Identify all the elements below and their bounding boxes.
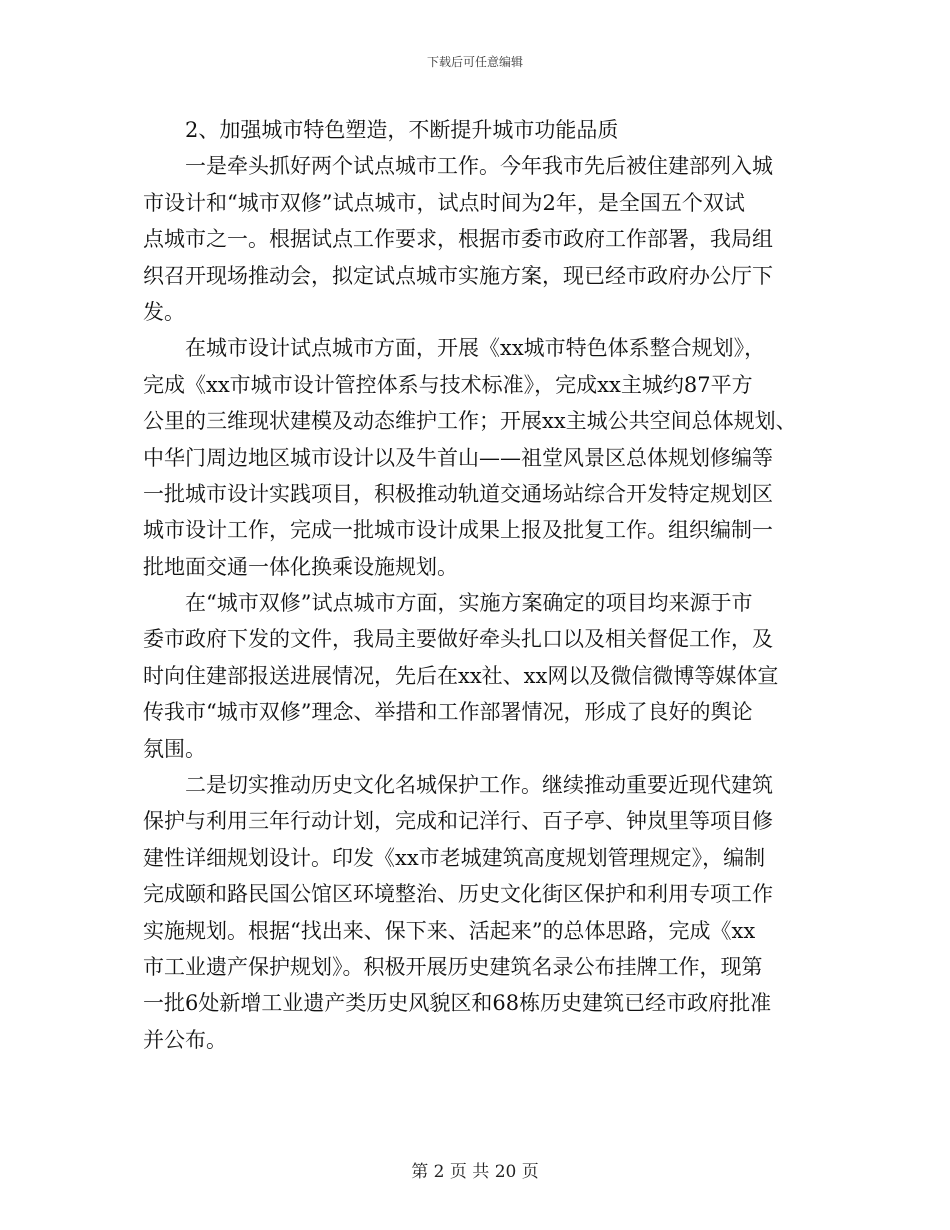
paragraph bbox=[143, 767, 813, 1058]
document-body bbox=[143, 112, 813, 1058]
text-line: 并公布。 bbox=[143, 1027, 227, 1052]
text-line: 二是切实推动历史文化名城保护工作。继续推动重要近现代建筑 bbox=[185, 773, 773, 798]
text-line: 在“城市双修”试点城市方面，实施方案确定的项目均来源于市 bbox=[185, 591, 753, 616]
text-line: 传我市“城市双修”理念、举措和工作部署情况，形成了良好的舆论 bbox=[143, 700, 753, 725]
text-line: 保护与利用三年行动计划，完成和记洋行、百子亭、钟岚里等项目修 bbox=[143, 809, 773, 834]
text-line: 2、加强城市特色塑造，不断提升城市功能品质 bbox=[185, 118, 619, 142]
paragraph bbox=[143, 585, 813, 767]
text-line: 委市政府下发的文件，我局主要做好牵头扎口以及相关督促工作，及 bbox=[143, 627, 773, 652]
text-line: 公里的三维现状建模及动态维护工作；开展xx主城公共空间总体规划、 bbox=[143, 409, 797, 434]
page-number-footer: 第 2 页 共 20 页 bbox=[411, 1162, 539, 1182]
text-line: 一批6处新增工业遗产类历史风貌区和68栋历史建筑已经市政府批准 bbox=[143, 991, 772, 1016]
text-line: 氛围。 bbox=[143, 736, 206, 761]
paragraph bbox=[143, 148, 813, 330]
text-line: 市设计和“城市双修”试点城市，试点时间为2年，是全国五个双试 bbox=[143, 190, 745, 215]
text-line: 中华门周边地区城市设计以及牛首山——祖堂风景区总体规划修编等 bbox=[143, 445, 773, 470]
text-line: 完成颐和路民国公馆区环境整治、历史文化街区保护和利用专项工作 bbox=[143, 882, 773, 907]
page-header: 下载后可任意编辑 bbox=[426, 55, 523, 69]
text-line: 城市设计工作，完成一批城市设计成果上报及批复工作。组织编制一 bbox=[143, 518, 773, 543]
text-line: 发。 bbox=[143, 299, 185, 324]
paragraph bbox=[143, 112, 813, 148]
text-line: 批地面交通一体化换乘设施规划。 bbox=[143, 554, 458, 579]
text-line: 市工业遗产保护规划》。积极开展历史建筑名录公布挂牌工作，现第 bbox=[143, 954, 763, 979]
text-line: 在城市设计试点城市方面，开展《xx城市特色体系整合规划》， bbox=[185, 336, 766, 361]
text-line: 织召开现场推动会，拟定试点城市实施方案，现已经市政府办公厅下 bbox=[143, 263, 773, 288]
text-line: 一批城市设计实践项目，积极推动轨道交通场站综合开发特定规划区 bbox=[143, 481, 773, 506]
text-line: 建性详细规划设计。印发《xx市老城建筑高度规划管理规定》，编制 bbox=[143, 845, 766, 870]
paragraph bbox=[143, 330, 813, 585]
text-line: 完成《xx市城市设计管控体系与技术标准》，完成xx主城约87平方 bbox=[143, 372, 753, 397]
text-line: 点城市之一。根据试点工作要求，根据市委市政府工作部署，我局组 bbox=[143, 227, 773, 252]
text-line: 实施规划。根据“找出来、保下来、活起来”的总体思路，完成《xx bbox=[143, 918, 756, 943]
text-line: 一是牵头抓好两个试点城市工作。今年我市先后被住建部列入城 bbox=[185, 154, 773, 179]
text-line: 时向住建部报送进展情况，先后在xx社、xx网以及微信微博等媒体宣 bbox=[143, 663, 779, 688]
